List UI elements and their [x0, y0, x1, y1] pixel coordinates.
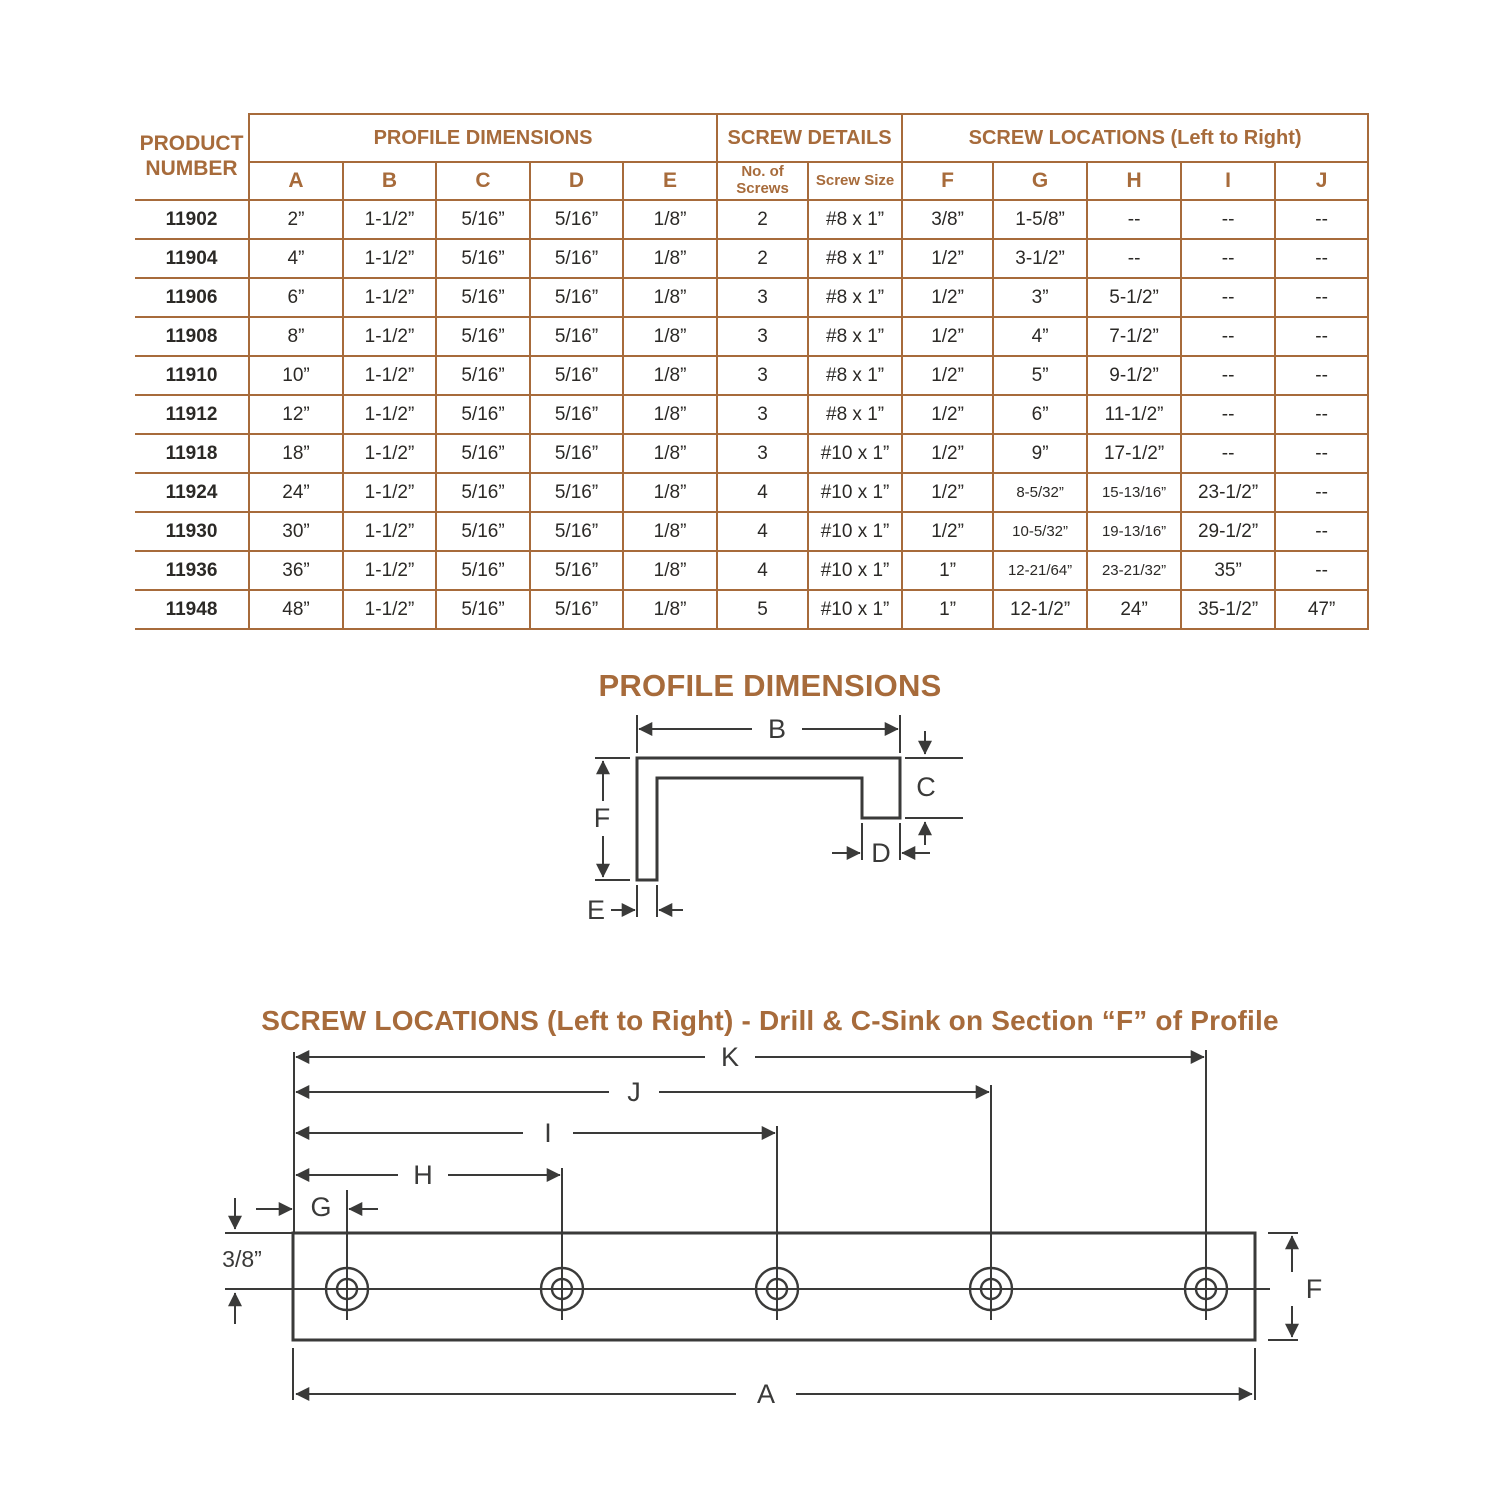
profile-diagram-title: PROFILE DIMENSIONS: [598, 668, 942, 703]
table-cell: --: [1275, 317, 1368, 356]
table-cell: 29-1/2”: [1181, 512, 1275, 551]
table-cell: 24”: [249, 473, 343, 512]
table-cell: 1-1/2”: [343, 200, 436, 239]
table-cell: --: [1181, 434, 1275, 473]
table-cell: 3: [717, 356, 808, 395]
product-number-cell: 11918: [135, 434, 249, 473]
column-header-j: J: [1275, 162, 1368, 200]
table-cell: 5/16”: [530, 200, 623, 239]
table-cell: 5: [717, 590, 808, 629]
dim-label-f-bar: F: [1305, 1274, 1323, 1304]
table-cell: 5/16”: [530, 395, 623, 434]
table-cell: 1/2”: [902, 356, 993, 395]
table-cell: 23-1/2”: [1181, 473, 1275, 512]
table-cell: 5/16”: [530, 512, 623, 551]
group-header-profile-dimensions: PROFILE DIMENSIONS: [249, 114, 717, 162]
table-cell: --: [1181, 317, 1275, 356]
table-cell: 23-21/32”: [1087, 551, 1181, 590]
table-cell: 1-1/2”: [343, 356, 436, 395]
product-number-cell: 11936: [135, 551, 249, 590]
table-cell: 10”: [249, 356, 343, 395]
table-cell: #8 x 1”: [808, 200, 902, 239]
table-cell: --: [1275, 473, 1368, 512]
table-cell: 10-5/32”: [993, 512, 1087, 551]
table-cell: 3-1/2”: [993, 239, 1087, 278]
table-cell: 6”: [249, 278, 343, 317]
table-cell: 1/2”: [902, 395, 993, 434]
table-cell: 5/16”: [436, 590, 530, 629]
table-cell: 15-13/16”: [1087, 473, 1181, 512]
screw-diagram-title: SCREW LOCATIONS (Left to Right) - Drill & C-Sink on Section “F” of Profile: [261, 1005, 1279, 1036]
table-cell: 3: [717, 434, 808, 473]
table-cell: 3: [717, 317, 808, 356]
table-cell: --: [1275, 395, 1368, 434]
table-cell: 48”: [249, 590, 343, 629]
table-cell: 5-1/2”: [1087, 278, 1181, 317]
table-row-11902: [135, 200, 1368, 239]
table-cell: --: [1275, 200, 1368, 239]
bar-outline: [293, 1233, 1255, 1340]
column-header-f: F: [902, 162, 993, 200]
table-cell: 5/16”: [436, 473, 530, 512]
table-cell: 4: [717, 512, 808, 551]
table-cell: --: [1181, 278, 1275, 317]
dim-label-offset: 3/8”: [222, 1246, 262, 1272]
table-cell: 1/8”: [623, 590, 717, 629]
spec-table: [135, 113, 1369, 630]
table-cell: 12-21/64”: [993, 551, 1087, 590]
table-cell: 1”: [902, 551, 993, 590]
table-cell: 3/8”: [902, 200, 993, 239]
table-row-11910: [135, 356, 1368, 395]
table-cell: 1/8”: [623, 473, 717, 512]
column-header-g: G: [993, 162, 1087, 200]
table-cell: --: [1275, 434, 1368, 473]
product-number-cell: 11908: [135, 317, 249, 356]
table-cell: 1-1/2”: [343, 278, 436, 317]
table-cell: 5/16”: [436, 434, 530, 473]
table-row-11924: [135, 473, 1368, 512]
product-number-header: PRODUCT NUMBER: [135, 114, 249, 200]
table-cell: --: [1275, 356, 1368, 395]
table-row-11904: [135, 239, 1368, 278]
table-cell: 5/16”: [436, 512, 530, 551]
table-cell: 5/16”: [436, 239, 530, 278]
dim-label-j: J: [627, 1077, 641, 1107]
table-cell: 1-5/8”: [993, 200, 1087, 239]
table-cell: --: [1275, 551, 1368, 590]
table-cell: 19-13/16”: [1087, 512, 1181, 551]
dim-label-a: A: [756, 1379, 776, 1409]
table-cell: --: [1087, 239, 1181, 278]
table-cell: --: [1275, 278, 1368, 317]
dim-label-c: C: [916, 772, 936, 802]
table-cell: 4”: [249, 239, 343, 278]
table-cell: 1-1/2”: [343, 239, 436, 278]
table-cell: 12-1/2”: [993, 590, 1087, 629]
table-cell: 12”: [249, 395, 343, 434]
table-cell: 1/8”: [623, 356, 717, 395]
table-cell: 36”: [249, 551, 343, 590]
column-header-e: E: [623, 162, 717, 200]
group-header-screw-locations: SCREW LOCATIONS (Left to Right): [902, 114, 1368, 162]
table-cell: 4: [717, 473, 808, 512]
table-cell: 5/16”: [530, 473, 623, 512]
table-cell: 3: [717, 395, 808, 434]
dim-label-e: E: [586, 895, 606, 925]
table-cell: 1/8”: [623, 278, 717, 317]
table-cell: #10 x 1”: [808, 551, 902, 590]
table-cell: 6”: [993, 395, 1087, 434]
table-row-11912: [135, 395, 1368, 434]
table-cell: 4”: [993, 317, 1087, 356]
column-header-c: C: [436, 162, 530, 200]
dim-label-b: B: [767, 714, 787, 744]
table-cell: 9-1/2”: [1087, 356, 1181, 395]
table-cell: 1/2”: [902, 434, 993, 473]
table-column-header-row: [135, 162, 1368, 200]
column-header-b: B: [343, 162, 436, 200]
table-cell: 3”: [993, 278, 1087, 317]
table-cell: 8”: [249, 317, 343, 356]
dim-label-f-profile: F: [593, 803, 611, 833]
table-cell: 47”: [1275, 590, 1368, 629]
profile-dimensions-diagram: [560, 655, 980, 965]
table-cell: 5/16”: [530, 356, 623, 395]
table-cell: 1/2”: [902, 239, 993, 278]
table-cell: --: [1181, 239, 1275, 278]
group-header-screw-details: SCREW DETAILS: [717, 114, 902, 162]
table-cell: #10 x 1”: [808, 434, 902, 473]
table-cell: 17-1/2”: [1087, 434, 1181, 473]
dim-label-g: G: [310, 1192, 332, 1222]
table-cell: 5/16”: [436, 395, 530, 434]
column-header-i: I: [1181, 162, 1275, 200]
table-row-11908: [135, 317, 1368, 356]
table-cell: #8 x 1”: [808, 356, 902, 395]
table-cell: 1/8”: [623, 395, 717, 434]
table-row-11930: [135, 512, 1368, 551]
table-cell: 35-1/2”: [1181, 590, 1275, 629]
table-cell: 18”: [249, 434, 343, 473]
table-cell: 1/8”: [623, 551, 717, 590]
table-cell: 8-5/32”: [993, 473, 1087, 512]
table-body: [135, 200, 1368, 629]
table-cell: 35”: [1181, 551, 1275, 590]
table-cell: 5/16”: [530, 317, 623, 356]
table-cell: 1-1/2”: [343, 512, 436, 551]
table-cell: 3: [717, 278, 808, 317]
column-header-a: A: [249, 162, 343, 200]
table-cell: 5/16”: [436, 317, 530, 356]
dim-label-h: H: [413, 1160, 433, 1190]
table-cell: 1/2”: [902, 278, 993, 317]
table-cell: 1/2”: [902, 317, 993, 356]
table-group-header-row: [135, 114, 1368, 162]
column-header-no-of-screws: No. of Screws: [717, 162, 808, 200]
table-cell: --: [1181, 395, 1275, 434]
table-cell: 4: [717, 551, 808, 590]
table-cell: 5/16”: [530, 590, 623, 629]
table-cell: 1/8”: [623, 239, 717, 278]
dim-label-d: D: [871, 838, 891, 868]
table-cell: 5/16”: [530, 239, 623, 278]
table-row-11918: [135, 434, 1368, 473]
table-cell: 1-1/2”: [343, 590, 436, 629]
table-cell: 24”: [1087, 590, 1181, 629]
table-cell: #10 x 1”: [808, 590, 902, 629]
table-cell: 2: [717, 200, 808, 239]
dim-label-k: K: [720, 1042, 740, 1072]
dim-label-i: I: [544, 1118, 552, 1148]
product-number-cell: 11912: [135, 395, 249, 434]
product-number-cell: 11948: [135, 590, 249, 629]
table-cell: 2”: [249, 200, 343, 239]
table-cell: 5/16”: [530, 551, 623, 590]
table-cell: --: [1181, 356, 1275, 395]
table-row-11936: [135, 551, 1368, 590]
table-cell: 1/2”: [902, 473, 993, 512]
table-cell: 7-1/2”: [1087, 317, 1181, 356]
table-cell: 5”: [993, 356, 1087, 395]
table-cell: --: [1275, 239, 1368, 278]
table-cell: 9”: [993, 434, 1087, 473]
product-number-cell: 11902: [135, 200, 249, 239]
table-cell: 5/16”: [530, 278, 623, 317]
table-row-11948: [135, 590, 1368, 629]
column-header-screw-size: Screw Size: [808, 162, 902, 200]
table-cell: 1/8”: [623, 512, 717, 551]
table-cell: --: [1275, 512, 1368, 551]
table-row-11906: [135, 278, 1368, 317]
table-cell: --: [1087, 200, 1181, 239]
product-number-cell: 11904: [135, 239, 249, 278]
table-cell: #8 x 1”: [808, 317, 902, 356]
table-cell: 1/8”: [623, 434, 717, 473]
table-cell: --: [1181, 200, 1275, 239]
table-cell: 1-1/2”: [343, 317, 436, 356]
product-number-cell: 11924: [135, 473, 249, 512]
product-number-cell: 11930: [135, 512, 249, 551]
product-number-cell: 11910: [135, 356, 249, 395]
table-cell: #8 x 1”: [808, 395, 902, 434]
column-header-h: H: [1087, 162, 1181, 200]
table-cell: #8 x 1”: [808, 239, 902, 278]
table-cell: 2: [717, 239, 808, 278]
table-cell: 1/8”: [623, 200, 717, 239]
product-number-cell: 11906: [135, 278, 249, 317]
table-cell: 1-1/2”: [343, 395, 436, 434]
table-cell: 1/8”: [623, 317, 717, 356]
screw-locations-diagram: [220, 1040, 1340, 1460]
table-cell: 5/16”: [436, 356, 530, 395]
table-cell: 5/16”: [436, 551, 530, 590]
table-cell: 5/16”: [530, 434, 623, 473]
table-cell: 1-1/2”: [343, 551, 436, 590]
table-cell: 11-1/2”: [1087, 395, 1181, 434]
table-cell: 5/16”: [436, 200, 530, 239]
profile-outline: [637, 758, 900, 880]
table-cell: 30”: [249, 512, 343, 551]
table-cell: 1-1/2”: [343, 434, 436, 473]
table-cell: 1”: [902, 590, 993, 629]
table-cell: #8 x 1”: [808, 278, 902, 317]
table-cell: #10 x 1”: [808, 473, 902, 512]
table-cell: #10 x 1”: [808, 512, 902, 551]
table-cell: 1-1/2”: [343, 473, 436, 512]
table-cell: 5/16”: [436, 278, 530, 317]
column-header-d: D: [530, 162, 623, 200]
table-cell: 1/2”: [902, 512, 993, 551]
